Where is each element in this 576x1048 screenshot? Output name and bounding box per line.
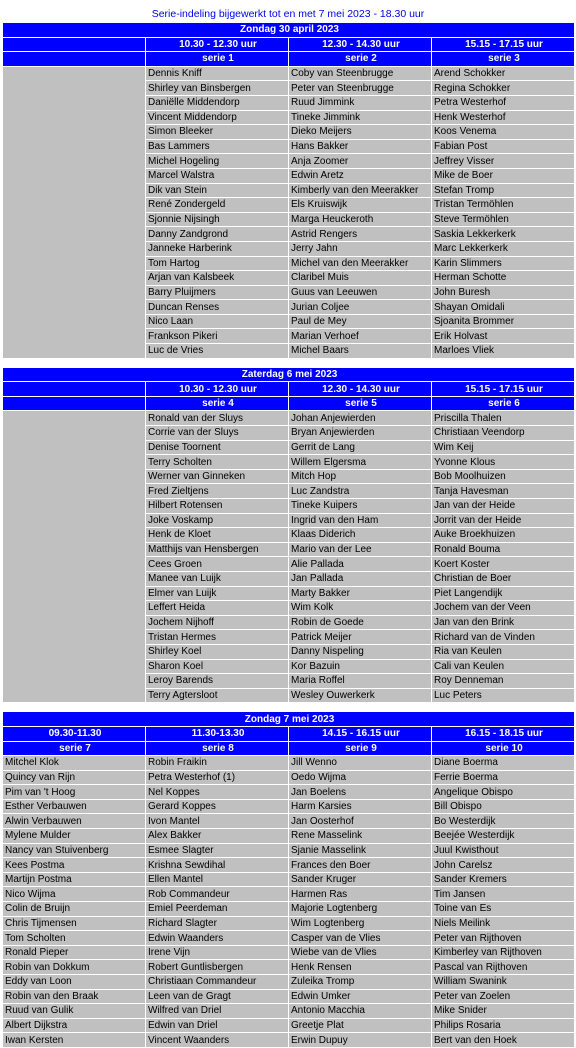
table-row — [3, 989, 575, 1004]
participant-name: Toine van Es — [432, 902, 575, 917]
table-row — [3, 872, 575, 887]
participant-name: Casper van de Vlies — [289, 931, 432, 946]
participant-name: Mylene Mulder — [3, 829, 146, 844]
participant-name: Wim Logtenberg — [289, 916, 432, 931]
table-row — [3, 1018, 575, 1033]
participant-name: Wim Keij — [432, 440, 575, 455]
participant-name: Nancy van Stuivenberg — [3, 843, 146, 858]
participant-name: Alie Pallada — [289, 557, 432, 572]
participant-name: Willem Elgersma — [289, 455, 432, 470]
participant-name: Bill Obispo — [432, 799, 575, 814]
participant-name: Petra Westerhof — [432, 95, 575, 110]
participant-name: Bo Westerdijk — [432, 814, 575, 829]
participant-name: Rene Masselink — [289, 829, 432, 844]
blank-column-cell — [3, 411, 146, 703]
series-row — [3, 396, 575, 411]
participant-name: Sjanie Masselink — [289, 843, 432, 858]
participant-name: Saskia Lekkerkerk — [432, 227, 575, 242]
schedule-table — [2, 711, 575, 1048]
participant-name: Vincent Waanders — [146, 1033, 289, 1048]
participant-name: Nel Koppes — [146, 785, 289, 800]
time-slot: 12.30 - 14.30 uur — [289, 382, 432, 397]
participant-name: Alwin Verbauwen — [3, 814, 146, 829]
participant-name: Martijn Postma — [3, 872, 146, 887]
participant-name: Jurian Coljee — [289, 300, 432, 315]
series-label: serie 1 — [146, 52, 289, 67]
participant-name: Mike de Boer — [432, 168, 575, 183]
time-slot: 16.15 - 18.15 uur — [432, 726, 575, 741]
participant-name: Karin Slimmers — [432, 256, 575, 271]
participant-name: Anja Zoomer — [289, 154, 432, 169]
participant-name: Kimberley van Rijthoven — [432, 945, 575, 960]
participant-name: Wilfred van Driel — [146, 1004, 289, 1019]
series-label: serie 10 — [432, 741, 575, 756]
participant-name: Juul Kwisthout — [432, 843, 575, 858]
table-row — [3, 411, 575, 426]
participant-name: Wiebe van de Vlies — [289, 945, 432, 960]
participant-name: Harmen Ras — [289, 887, 432, 902]
participant-name: Philips Rosaria — [432, 1018, 575, 1033]
participant-name: Bryan Anjewierden — [289, 426, 432, 441]
participant-name: Danny Nispeling — [289, 644, 432, 659]
participant-name: Joke Voskamp — [146, 513, 289, 528]
participant-name: Angelique Obispo — [432, 785, 575, 800]
participant-name: Emiel Peerdeman — [146, 902, 289, 917]
participant-name: Majorie Logtenberg — [289, 902, 432, 917]
participant-name: Barry Pluijmers — [146, 285, 289, 300]
participant-name: Ronald van der Sluys — [146, 411, 289, 426]
participant-name: Harm Karsies — [289, 799, 432, 814]
time-cell-empty — [3, 37, 146, 52]
participant-name: Fabian Post — [432, 139, 575, 154]
table-row — [3, 916, 575, 931]
participant-name: Matthijs van Hensbergen — [146, 542, 289, 557]
participant-name: Christiaan Veendorp — [432, 426, 575, 441]
participant-name: Sjoanita Brommer — [432, 314, 575, 329]
table-row — [3, 799, 575, 814]
participant-name: Chris Tijmensen — [3, 916, 146, 931]
participant-name: Diane Boerma — [432, 756, 575, 771]
participant-name: Pascal van Rijthoven — [432, 960, 575, 975]
participant-name: Denise Toornent — [146, 440, 289, 455]
participant-name: Jochem van der Veen — [432, 601, 575, 616]
participant-name: Wim Kolk — [289, 601, 432, 616]
participant-name: Alex Bakker — [146, 829, 289, 844]
participant-name: Guus van Leeuwen — [289, 285, 432, 300]
series-cell-empty — [3, 396, 146, 411]
participant-name: Edwin Aretz — [289, 168, 432, 183]
series-row — [3, 741, 575, 756]
participant-name: Luc Zandstra — [289, 484, 432, 499]
participant-name: Edwin Umker — [289, 989, 432, 1004]
participant-name: Rob Commandeur — [146, 887, 289, 902]
participant-name: Mitch Hop — [289, 469, 432, 484]
participant-name: Jan Oosterhof — [289, 814, 432, 829]
participant-name: Edwin Waanders — [146, 931, 289, 946]
participant-name: Sjonnie Nijsingh — [146, 212, 289, 227]
table-row — [3, 975, 575, 990]
series-label: serie 5 — [289, 396, 432, 411]
participant-name: Ruud Jimmink — [289, 95, 432, 110]
participant-name: Johan Anjewierden — [289, 411, 432, 426]
participant-name: Zuleika Tromp — [289, 975, 432, 990]
participant-name: Colin de Bruijn — [3, 902, 146, 917]
participant-name: Jan Boelens — [289, 785, 432, 800]
participant-name: Ronald Bouma — [432, 542, 575, 557]
participant-name: Shirley van Binsbergen — [146, 81, 289, 96]
participant-name: Marc Lekkerkerk — [432, 241, 575, 256]
participant-name: Ruud van Gulik — [3, 1004, 146, 1019]
participant-name: Edwin van Driel — [146, 1018, 289, 1033]
time-slot: 10.30 - 12.30 uur — [146, 382, 289, 397]
participant-name: Ria van Keulen — [432, 644, 575, 659]
participant-name: Paul de Mey — [289, 314, 432, 329]
participant-name: Jorrit van der Heide — [432, 513, 575, 528]
participant-name: Henk Rensen — [289, 960, 432, 975]
table-row — [3, 1004, 575, 1019]
participant-name: Christiaan Commandeur — [146, 975, 289, 990]
participant-name: Quincy van Rijn — [3, 770, 146, 785]
participant-name: Piet Langendijk — [432, 586, 575, 601]
page-title: Serie-indeling bijgewerkt tot en met 7 mei 2023 - 18.30 uur — [151, 8, 425, 20]
participant-name: Dennis Kniff — [146, 66, 289, 81]
day-header: Zondag 30 april 2023 — [3, 23, 575, 38]
participant-name: Ronald Pieper — [3, 945, 146, 960]
participant-name: Werner van Ginneken — [146, 469, 289, 484]
table-row — [3, 1033, 575, 1048]
series-label: serie 2 — [289, 52, 432, 67]
participant-name: Esther Verbauwen — [3, 799, 146, 814]
participant-name: Mike Snider — [432, 1004, 575, 1019]
time-slot: 12.30 - 14.30 uur — [289, 37, 432, 52]
participant-name: Jill Wenno — [289, 756, 432, 771]
participant-name: Eddy van Loon — [3, 975, 146, 990]
participant-name: Dieko Meijers — [289, 125, 432, 140]
participant-name: Marcel Walstra — [146, 168, 289, 183]
participant-name: Terry Scholten — [146, 455, 289, 470]
participant-name: Erwin Dupuy — [289, 1033, 432, 1048]
participant-name: Frances den Boer — [289, 858, 432, 873]
day-header: Zondag 7 mei 2023 — [3, 712, 575, 727]
participant-name: Marga Heuckeroth — [289, 212, 432, 227]
participant-name: Daniëlle Middendorp — [146, 95, 289, 110]
participant-name: Shayan Omidali — [432, 300, 575, 315]
participant-name: Michel Baars — [289, 344, 432, 359]
table-row — [3, 829, 575, 844]
table-row — [3, 756, 575, 771]
participant-name: Claribel Muis — [289, 271, 432, 286]
participant-name: Regina Schokker — [432, 81, 575, 96]
participant-name: Robin van Dokkum — [3, 960, 146, 975]
participant-name: Leroy Barends — [146, 674, 289, 689]
table-row — [3, 66, 575, 81]
participant-name: Ellen Mantel — [146, 872, 289, 887]
participant-name: Wesley Ouwerkerk — [289, 688, 432, 703]
series-cell-empty — [3, 52, 146, 67]
participant-name: John Carelsz — [432, 858, 575, 873]
participant-name: Maria Roffel — [289, 674, 432, 689]
day-header-row — [3, 367, 575, 382]
participant-name: Arjan van Kalsbeek — [146, 271, 289, 286]
participant-name: Gerard Koppes — [146, 799, 289, 814]
participant-name: Robin Fraikin — [146, 756, 289, 771]
participant-name: Henk de Kloet — [146, 528, 289, 543]
participant-name: Mitchel Klok — [3, 756, 146, 771]
participant-name: Gerrit de Lang — [289, 440, 432, 455]
participant-name: Yvonne Klous — [432, 455, 575, 470]
participant-name: Arend Schokker — [432, 66, 575, 81]
time-slot: 15.15 - 17.15 uur — [432, 37, 575, 52]
participant-name: Manee van Luijk — [146, 571, 289, 586]
participant-name: Peter van Rijthoven — [432, 931, 575, 946]
participant-name: Mario van der Lee — [289, 542, 432, 557]
section-gap — [2, 703, 574, 711]
participant-name: Luc Peters — [432, 688, 575, 703]
sections-container — [2, 22, 574, 1048]
participant-name: Tineke Jimmink — [289, 110, 432, 125]
table-row — [3, 945, 575, 960]
participant-name: Koos Venema — [432, 125, 575, 140]
table-row — [3, 785, 575, 800]
section-gap — [2, 359, 574, 367]
participant-name: Nico Wijma — [3, 887, 146, 902]
participant-name: Koert Koster — [432, 557, 575, 572]
participant-name: Ingrid van den Ham — [289, 513, 432, 528]
participant-name: Michel van den Meerakker — [289, 256, 432, 271]
time-slot: 11.30-13.30 — [146, 726, 289, 741]
participant-name: Peter van Zoelen — [432, 989, 575, 1004]
participant-name: Bas Lammers — [146, 139, 289, 154]
time-slot: 15.15 - 17.15 uur — [432, 382, 575, 397]
participant-name: Tom Hartog — [146, 256, 289, 271]
participant-name: Dik van Stein — [146, 183, 289, 198]
participant-name: Coby van Steenbrugge — [289, 66, 432, 81]
series-label: serie 6 — [432, 396, 575, 411]
participant-name: Tanja Havesman — [432, 484, 575, 499]
participant-name: Marloes Vliek — [432, 344, 575, 359]
participant-name: Iwan Kersten — [3, 1033, 146, 1048]
participant-name: Robert Guntlisbergen — [146, 960, 289, 975]
participant-name: Roy Denneman — [432, 674, 575, 689]
series-label: serie 7 — [3, 741, 146, 756]
time-slot: 14.15 - 16.15 uur — [289, 726, 432, 741]
participant-name: Robin van den Braak — [3, 989, 146, 1004]
time-row — [3, 37, 575, 52]
participant-name: Jeffrey Visser — [432, 154, 575, 169]
participant-name: Nico Laan — [146, 314, 289, 329]
participant-name: Jerry Jahn — [289, 241, 432, 256]
participant-name: Els Kruiswijk — [289, 198, 432, 213]
participant-name: John Buresh — [432, 285, 575, 300]
participant-name: Corrie van der Sluys — [146, 426, 289, 441]
time-row — [3, 726, 575, 741]
participant-name: Jan Pallada — [289, 571, 432, 586]
participant-name: Tristan Termöhlen — [432, 198, 575, 213]
participant-name: Beejée Westerdijk — [432, 829, 575, 844]
participant-name: Danny Zandgrond — [146, 227, 289, 242]
participant-name: Leen van de Gragt — [146, 989, 289, 1004]
participant-name: Henk Westerhof — [432, 110, 575, 125]
participant-name: Hans Bakker — [289, 139, 432, 154]
participant-name: Tim Jansen — [432, 887, 575, 902]
participant-name: Sharon Koel — [146, 659, 289, 674]
participant-name: Auke Broekhuizen — [432, 528, 575, 543]
series-label: serie 4 — [146, 396, 289, 411]
participant-name: Ferrie Boerma — [432, 770, 575, 785]
schedule-table — [2, 22, 575, 359]
time-slot: 09.30-11.30 — [3, 726, 146, 741]
participant-name: Cees Groen — [146, 557, 289, 572]
participant-name: Shirley Koel — [146, 644, 289, 659]
time-slot: 10.30 - 12.30 uur — [146, 37, 289, 52]
table-row — [3, 843, 575, 858]
series-label: serie 8 — [146, 741, 289, 756]
participant-name: Sander Kremers — [432, 872, 575, 887]
participant-name: Leffert Heida — [146, 601, 289, 616]
participant-name: Fred Zieltjens — [146, 484, 289, 499]
participant-name: Herman Schotte — [432, 271, 575, 286]
participant-name: Duncan Renses — [146, 300, 289, 315]
time-cell-empty — [3, 382, 146, 397]
participant-name: Kees Postma — [3, 858, 146, 873]
table-row — [3, 770, 575, 785]
participant-name: Christian de Boer — [432, 571, 575, 586]
day-header: Zaterdag 6 mei 2023 — [3, 367, 575, 382]
participant-name: Terry Agtersloot — [146, 688, 289, 703]
participant-name: Niels Meilink — [432, 916, 575, 931]
series-label: serie 3 — [432, 52, 575, 67]
day-header-row — [3, 712, 575, 727]
participant-name: Luc de Vries — [146, 344, 289, 359]
participant-name: Krishna Sewdihal — [146, 858, 289, 873]
participant-name: Antonio Macchia — [289, 1004, 432, 1019]
time-row — [3, 382, 575, 397]
participant-name: Tristan Hermes — [146, 630, 289, 645]
participant-name: Marian Verhoef — [289, 329, 432, 344]
participant-name: Elmer van Luijk — [146, 586, 289, 601]
participant-name: Richard van de Vinden — [432, 630, 575, 645]
participant-name: Janneke Harberink — [146, 241, 289, 256]
participant-name: Tom Scholten — [3, 931, 146, 946]
participant-name: Michel Hogeling — [146, 154, 289, 169]
participant-name: Sander Kruger — [289, 872, 432, 887]
participant-name: Kimberly van den Meerakker — [289, 183, 432, 198]
participant-name: Petra Westerhof (1) — [146, 770, 289, 785]
participant-name: Klaas Diderich — [289, 528, 432, 543]
participant-name: Erik Holvast — [432, 329, 575, 344]
participant-name: Pim van 't Hoog — [3, 785, 146, 800]
table-row — [3, 814, 575, 829]
participant-name: Jan van den Brink — [432, 615, 575, 630]
participant-name: Peter van Steenbrugge — [289, 81, 432, 96]
blank-column-cell — [3, 66, 146, 358]
table-row — [3, 960, 575, 975]
participant-name: Bert van den Hoek — [432, 1033, 575, 1048]
participant-name: Steve Termöhlen — [432, 212, 575, 227]
participant-name: Greetje Plat — [289, 1018, 432, 1033]
participant-name: Albert Dijkstra — [3, 1018, 146, 1033]
participant-name: Kor Bazuin — [289, 659, 432, 674]
series-row — [3, 52, 575, 67]
participant-name: Tineke Kuipers — [289, 499, 432, 514]
schedule-page — [2, 0, 574, 1048]
participant-name: Irene Vijn — [146, 945, 289, 960]
table-row — [3, 858, 575, 873]
participant-name: Oedo Wijma — [289, 770, 432, 785]
participant-name: Astrid Rengers — [289, 227, 432, 242]
participant-name: Cali van Keulen — [432, 659, 575, 674]
table-row — [3, 902, 575, 917]
participant-name: Jochem Nijhoff — [146, 615, 289, 630]
participant-name: René Zondergeld — [146, 198, 289, 213]
participant-name: Ivon Mantel — [146, 814, 289, 829]
schedule-table — [2, 367, 575, 704]
table-row — [3, 887, 575, 902]
participant-name: Bob Moolhuizen — [432, 469, 575, 484]
participant-name: Hilbert Rotensen — [146, 499, 289, 514]
participant-name: Marty Bakker — [289, 586, 432, 601]
participant-name: Vincent Middendorp — [146, 110, 289, 125]
participant-name: Stefan Tromp — [432, 183, 575, 198]
table-row — [3, 931, 575, 946]
participant-name: Simon Bleeker — [146, 125, 289, 140]
day-header-row — [3, 23, 575, 38]
participant-name: Richard Slagter — [146, 916, 289, 931]
participant-name: Patrick Meijer — [289, 630, 432, 645]
participant-name: Esmee Slagter — [146, 843, 289, 858]
participant-name: Robin de Goede — [289, 615, 432, 630]
participant-name: Frankson Pikeri — [146, 329, 289, 344]
participant-name: Priscilla Thalen — [432, 411, 575, 426]
series-label: serie 9 — [289, 741, 432, 756]
participant-name: Jan van der Heide — [432, 499, 575, 514]
participant-name: William Swanink — [432, 975, 575, 990]
